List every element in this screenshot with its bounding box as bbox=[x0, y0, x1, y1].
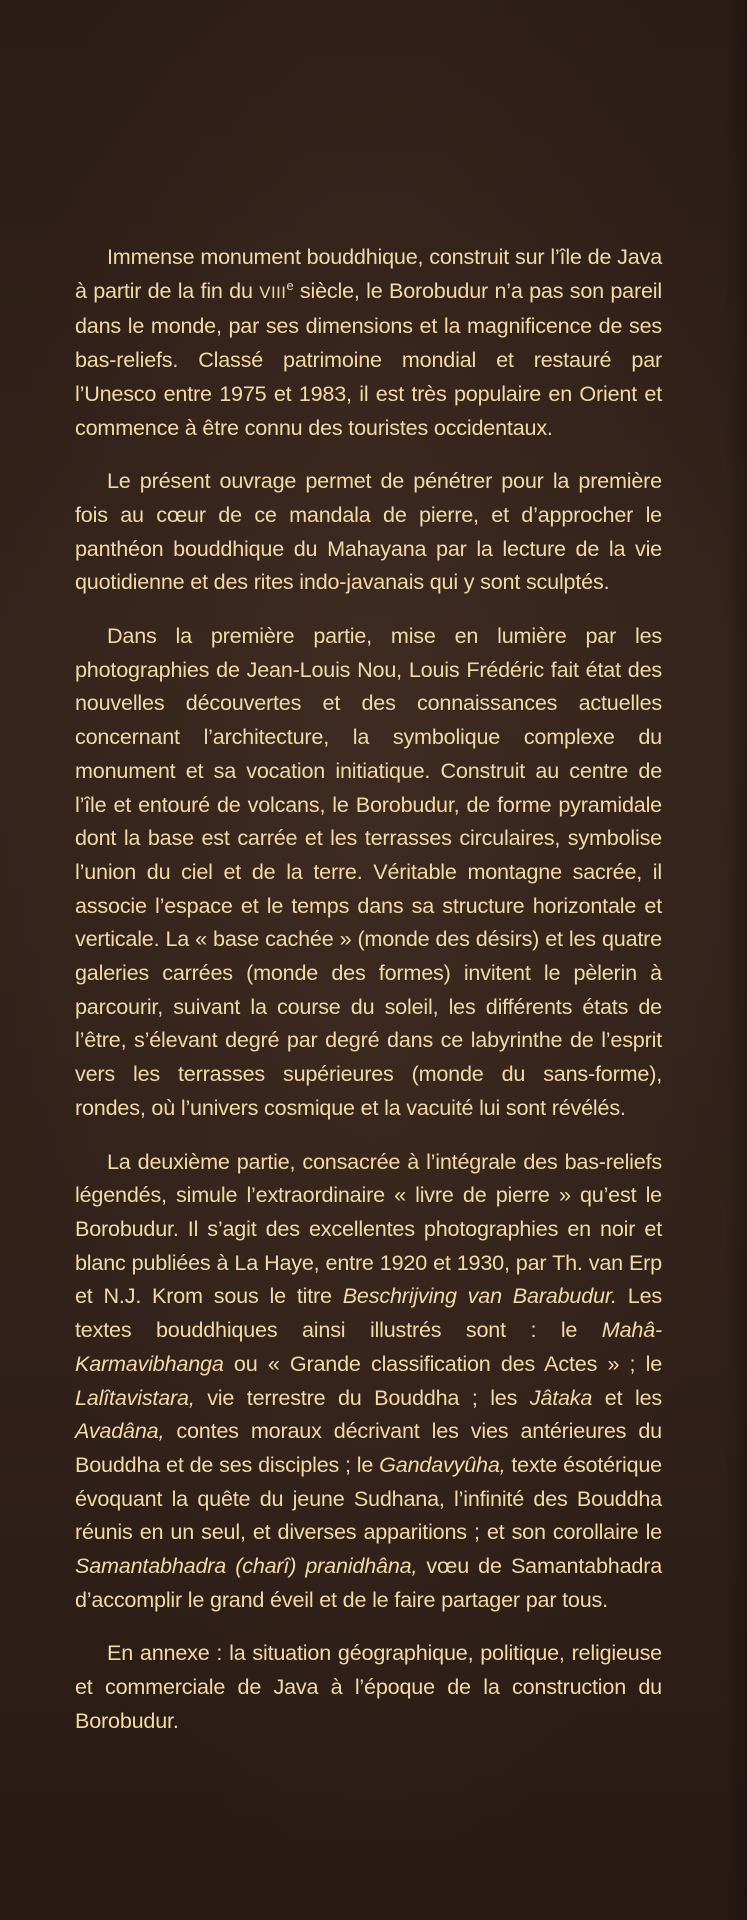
title-lalitavistara: Lalîtavistara, bbox=[75, 1384, 195, 1410]
century-numeral: VIII bbox=[259, 282, 287, 302]
title-gandavyuha: Gandavyûha, bbox=[379, 1451, 506, 1477]
second-part-text-f: contes moraux décrivant les vies antérieures du Bouddha et de ses disciples ; le bbox=[75, 1418, 662, 1477]
second-part-text-c: ou « Grande classification des Actes » ; le bbox=[223, 1350, 662, 1376]
paragraph-annex: En annexe : la situation géographique, politique, religieuse et commerciale de Java à l’époque de la construction du Borobudur. bbox=[75, 1640, 662, 1733]
title-beschrijving: Beschrijving van Barabudur. bbox=[342, 1283, 617, 1309]
century-superscript: e bbox=[286, 277, 294, 293]
second-part-text-a: La deuxième partie, consacrée à l’intégrale des bas-reliefs légendés, simule l’extraordinaire « livre de pierre » qu’est le Borobudur. Il s’agit des excellentes photographies en noir et blanc publiées à La Haye, entre 1920 et 1930, par Th. van Erp et N.J. Krom sous le titre bbox=[75, 1148, 662, 1309]
title-maha-karmavibhanga: Mahâ-Karmavibhanga bbox=[75, 1317, 662, 1376]
title-jataka: Jâtaka bbox=[529, 1384, 593, 1410]
paragraph-present-work: Le présent ouvrage permet de pénétrer pour la première fois au cœur de ce mandala de pierre, et d’approcher le panthéon bouddhique du Mahayana par la lecture de la vie quotidienne et des rites indo-javanais qui y sont sculptés. bbox=[75, 468, 662, 595]
title-samantabhadra: Samantabhadra (charî) pranidhâna, bbox=[75, 1553, 418, 1579]
paragraph-intro-text-b: siècle, le Borobudur n’a pas son pareil dans le monde, par ses dimensions et la magnificence de ses bas-reliefs. Classé patrimoine mondial et restauré par l’Unesco entre 1975 et 1983, il est très populaire en Orient et commence à être connu des touristes occidentaux. bbox=[75, 277, 662, 440]
second-part-text-g: texte ésotérique évoquant la quête du jeune Sudhana, l’infinité des Bouddha réunis en un seul, et diverses apparitions ; et son corollaire le bbox=[75, 1451, 662, 1545]
title-avadana: Avadâna, bbox=[75, 1418, 165, 1444]
cover-text-block bbox=[75, 240, 662, 1738]
second-part-text-h: vœu de Samantabhadra d’accomplir le grand éveil et de le faire partager par tous. bbox=[75, 1553, 663, 1612]
second-part-text-d: vie terrestre du Bouddha ; les bbox=[194, 1384, 530, 1410]
second-part-text-e: et les bbox=[592, 1384, 662, 1410]
second-part-text-b: Les textes bouddhiques ainsi illustrés sont : le bbox=[75, 1283, 662, 1343]
paragraph-second-part bbox=[75, 1145, 662, 1617]
paragraph-intro bbox=[75, 240, 662, 444]
paragraph-intro-text-a: Immense monument bouddhique, construit sur l’île de Java à partir de la fin du bbox=[75, 244, 662, 303]
paragraph-first-part: Dans la première partie, mise en lumière par les photographies de Jean-Louis Nou, Louis Frédéric fait état des nouvelles découvertes et des connaissances actuelles concernant l’architecture, la symbolique complexe du monument et sa vocation initiatique. Construit au centre de l’île et entouré de volcans, le Borobudur, de forme pyramidale dont la base est carrée et les terrasses circulaires, symbolise l’union du ciel et de la terre. Véritable montagne sacrée, il associe l’espace et le temps dans sa structure horizontale et verticale. La « base cachée » (monde des désirs) et les quatre galeries carrées (monde des formes) invitent le pèlerin à parcourir, suivant la course du soleil, les différents états de l’être, s’élevant degré par degré dans ce labyrinthe de l’esprit vers les terrasses supérieures (monde du sans-forme), rondes, où l’univers cosmique et la vacuité lui sont révélés. bbox=[75, 623, 662, 1120]
